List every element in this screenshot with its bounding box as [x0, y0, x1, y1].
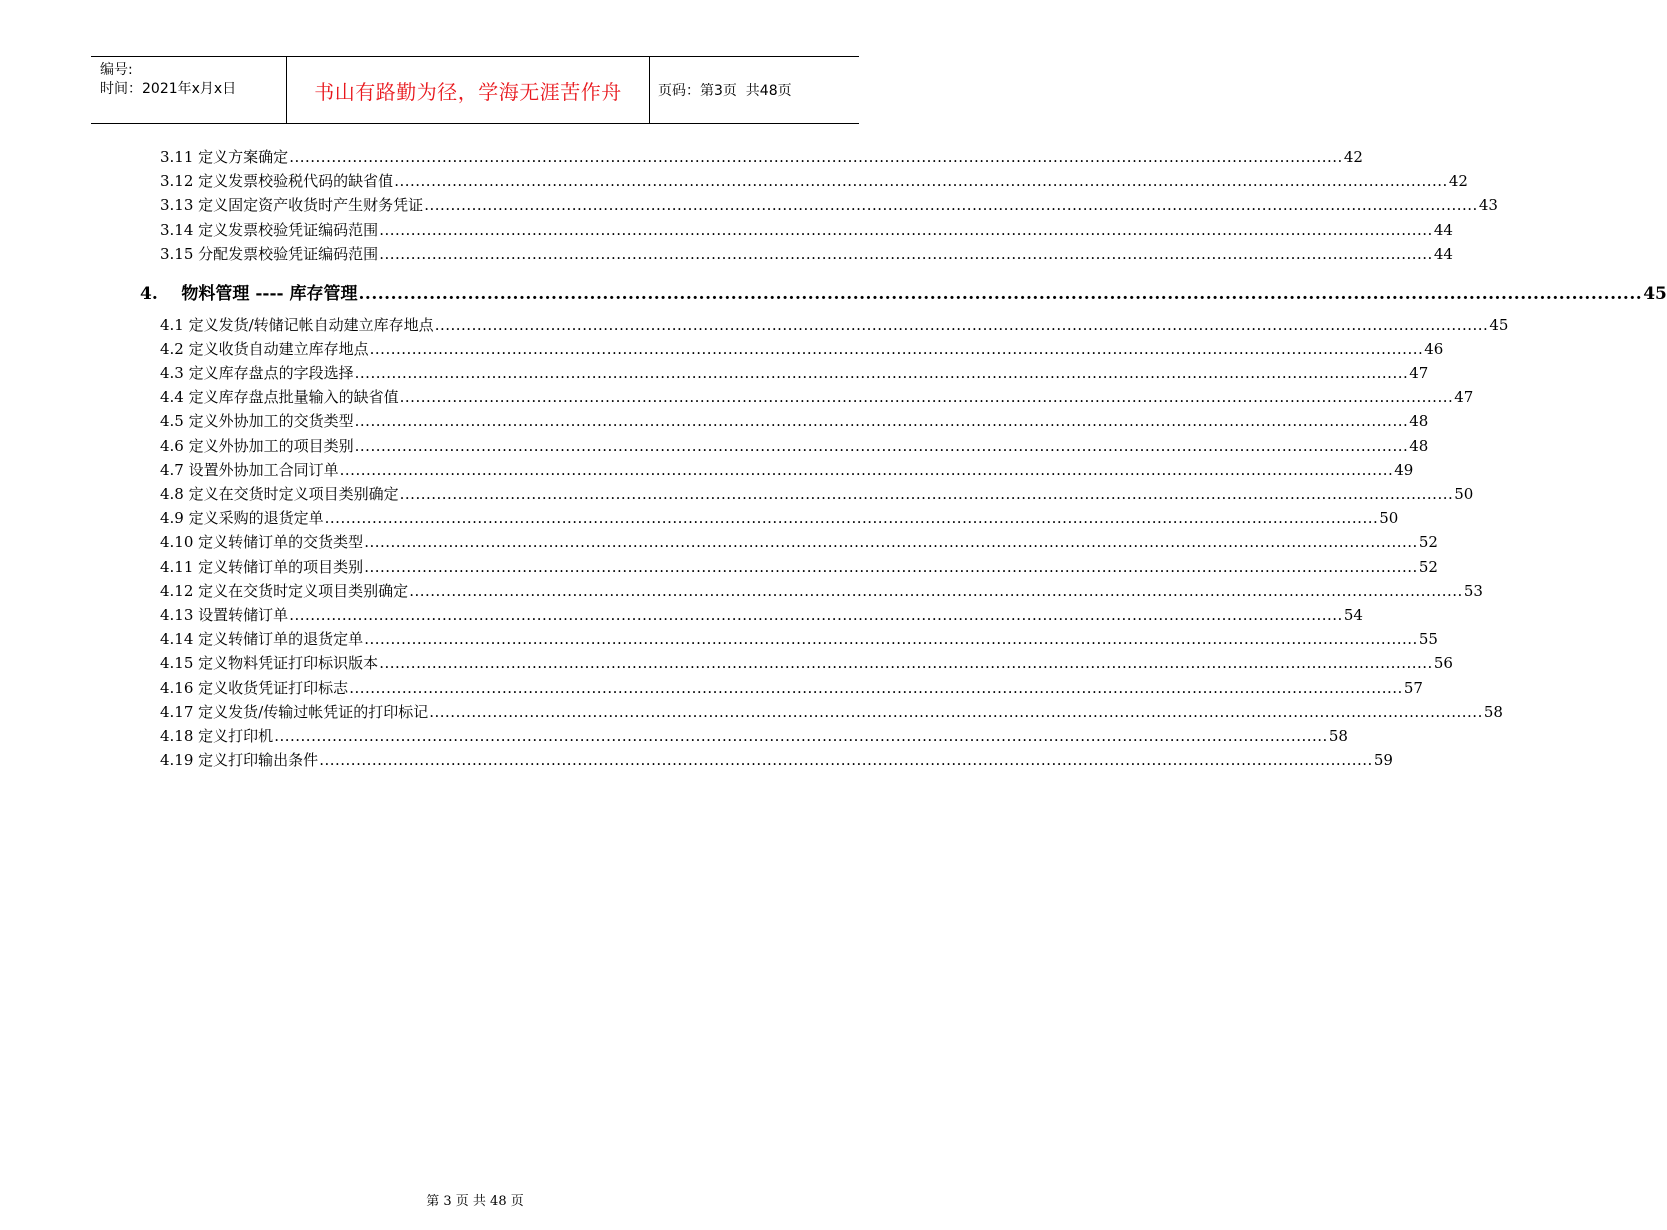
- toc-entry-title: 定义打印输出条件: [198, 751, 319, 769]
- toc-entry-title: 定义收货自动建立库存地点: [188, 340, 369, 358]
- toc-entry-title: 定义转储订单的交货类型: [198, 533, 364, 551]
- toc-leader-dots: ........................................................................................................................................................................................................: [339, 461, 1394, 479]
- toc-entry-page: 48: [1409, 437, 1429, 455]
- page-footer: 第 3 页 共 48 页: [426, 1194, 524, 1209]
- toc-entry-page: 45: [1489, 316, 1509, 334]
- header-meta: [100, 61, 286, 99]
- toc-leader-dots: ........................................................................................................................................................................................................: [354, 364, 1409, 382]
- toc-entry-title: 定义物料凭证打印标识版本: [198, 654, 379, 672]
- toc-entry[interactable]: [160, 725, 1348, 746]
- toc-leader-dots: ........................................................................................................................................................................................................: [399, 485, 1454, 503]
- toc-leader-dots: ........................................................................................................................................................................................................: [379, 654, 1433, 672]
- toc-entry[interactable]: [160, 219, 1453, 240]
- toc-entry-number: 4.4: [160, 388, 189, 406]
- toc-leader-dots: ........................................................................................................................................................................................................: [429, 703, 1483, 721]
- toc-leader-dots: ........................................................................................................................................................................................................: [358, 284, 1643, 304]
- toc-entry-number: 4.14: [160, 630, 199, 648]
- toc-leader-dots: ........................................................................................................................................................................................................: [364, 630, 1418, 648]
- toc-entry-title: 设置外协加工合同订单: [188, 461, 339, 479]
- toc-entry-page: 54: [1343, 606, 1363, 624]
- toc-entry[interactable]: [160, 652, 1453, 673]
- toc-entry-number: 3.11: [160, 148, 199, 166]
- toc-chapter-entry[interactable]: [140, 279, 1667, 304]
- toc-entry[interactable]: [160, 410, 1429, 431]
- toc-entry-page: 46: [1424, 340, 1444, 358]
- toc-entry-page: 42: [1448, 172, 1468, 190]
- toc-leader-dots: ........................................................................................................................................................................................................: [364, 558, 1418, 576]
- toc-leader-dots: ........................................................................................................................................................................................................: [289, 606, 1343, 624]
- header-motto: 书山有路勤为径，学海无涯苦作舟: [314, 79, 622, 104]
- toc-entry-page: 45: [1643, 284, 1667, 304]
- toc-entry-title: 物料管理 ---- 库存管理: [181, 284, 358, 304]
- toc-entry-page: 44: [1433, 221, 1453, 239]
- toc-entry-page: 52: [1418, 533, 1438, 551]
- toc-entry-number: 4.7: [160, 461, 189, 479]
- toc-entry-page: 58: [1483, 703, 1503, 721]
- toc-entry-title: 定义打印机: [198, 727, 274, 745]
- toc-entry[interactable]: [160, 386, 1474, 407]
- toc-entry-page: 53: [1463, 582, 1483, 600]
- toc-entry-number: 4.5: [160, 412, 189, 430]
- toc-leader-dots: ........................................................................................................................................................................................................: [354, 412, 1409, 430]
- toc-leader-dots: ........................................................................................................................................................................................................: [369, 340, 1424, 358]
- header-page-label: 页码：第3页 共48页: [658, 83, 792, 99]
- toc-entry-page: 42: [1343, 148, 1363, 166]
- serial-label: 编号:: [100, 62, 133, 78]
- toc-leader-dots: ........................................................................................................................................................................................................: [394, 172, 1448, 190]
- toc-entry-title: 分配发票校验凭证编码范围: [198, 245, 379, 263]
- toc-leader-dots: ........................................................................................................................................................................................................: [424, 196, 1478, 214]
- toc-entry-page: 47: [1454, 388, 1474, 406]
- toc-entry[interactable]: [160, 531, 1438, 552]
- toc-entry[interactable]: [160, 338, 1444, 359]
- toc-entry[interactable]: [160, 749, 1393, 770]
- toc-entry-page: 48: [1409, 412, 1429, 430]
- toc-leader-dots: ........................................................................................................................................................................................................: [379, 221, 1433, 239]
- toc-entry-title: 定义转储订单的项目类别: [198, 558, 364, 576]
- toc-leader-dots: ........................................................................................................................................................................................................: [274, 727, 1328, 745]
- toc-entry[interactable]: [160, 194, 1498, 215]
- toc-entry-title: 设置转储订单: [198, 606, 289, 624]
- toc-entry-page: 55: [1418, 630, 1438, 648]
- toc-entry-title: 定义发票校验税代码的缺省值: [198, 172, 394, 190]
- toc-entry-page: 59: [1373, 751, 1393, 769]
- toc-entry[interactable]: [160, 146, 1363, 167]
- toc-entry[interactable]: [160, 556, 1438, 577]
- toc-entry-title: 定义外协加工的交货类型: [188, 412, 354, 430]
- toc-entry-title: 定义方案确定: [198, 148, 289, 166]
- toc-entry-number: 4.2: [160, 340, 189, 358]
- toc-entry-title: 定义转储订单的退货定单: [198, 630, 364, 648]
- toc-entry-title: 定义收货凭证打印标志: [198, 679, 349, 697]
- toc-entry-number: 4.11: [160, 558, 199, 576]
- toc-entry-title: 定义在交货时定义项目类别确定: [198, 582, 409, 600]
- toc-entry-page: 50: [1454, 485, 1474, 503]
- toc-entry[interactable]: [160, 677, 1423, 698]
- toc-entry-page: 52: [1418, 558, 1438, 576]
- toc-entry[interactable]: [160, 483, 1474, 504]
- toc-entry-number: 3.14: [160, 221, 199, 239]
- toc-entry-number: 3.13: [160, 196, 199, 214]
- toc-entry[interactable]: [160, 459, 1414, 480]
- toc-entry-number: 4.1: [160, 316, 189, 334]
- toc-entry[interactable]: [160, 243, 1453, 264]
- toc-entry-number: 4.15: [160, 654, 199, 672]
- toc-entry-number: 4.3: [160, 364, 189, 382]
- toc-leader-dots: ........................................................................................................................................................................................................: [364, 533, 1418, 551]
- toc-leader-dots: ........................................................................................................................................................................................................: [409, 582, 1463, 600]
- toc-entry-number: 4.: [140, 284, 182, 304]
- toc-entry-title: 定义外协加工的项目类别: [188, 437, 354, 455]
- toc-entry-number: 4.16: [160, 679, 199, 697]
- toc-entry-number: 3.15: [160, 245, 199, 263]
- toc-entry-number: 4.6: [160, 437, 189, 455]
- toc-leader-dots: ........................................................................................................................................................................................................: [324, 509, 1379, 527]
- toc-entry-title: 定义在交货时定义项目类别确定: [188, 485, 399, 503]
- header-divider: [649, 57, 650, 123]
- toc-leader-dots: ........................................................................................................................................................................................................: [349, 679, 1403, 697]
- toc-entry[interactable]: [160, 580, 1483, 601]
- toc-entry-page: 43: [1478, 196, 1498, 214]
- toc-entry[interactable]: [160, 507, 1399, 528]
- toc-entry-title: 定义固定资产收货时产生财务凭证: [198, 196, 424, 214]
- toc-entry[interactable]: [160, 170, 1468, 191]
- toc-entry-number: 4.18: [160, 727, 199, 745]
- toc-leader-dots: ........................................................................................................................................................................................................: [289, 148, 1343, 166]
- toc-entry-title: 定义发货/传输过帐凭证的打印标记: [198, 703, 429, 721]
- toc-entry-title: 定义发货/转储记帐自动建立库存地点: [188, 316, 434, 334]
- toc-entry-title: 定义发票校验凭证编码范围: [198, 221, 379, 239]
- toc-entry-page: 57: [1403, 679, 1423, 697]
- toc-entry-number: 3.12: [160, 172, 199, 190]
- toc-entry-number: 4.13: [160, 606, 199, 624]
- toc-entry[interactable]: [160, 362, 1429, 383]
- toc-entry-page: 50: [1379, 509, 1399, 527]
- toc-entry-page: 47: [1409, 364, 1429, 382]
- toc-entry[interactable]: [160, 314, 1509, 335]
- toc-entry[interactable]: [160, 628, 1438, 649]
- toc-entry-title: 定义库存盘点批量输入的缺省值: [188, 388, 399, 406]
- time-label: 时间：2021年x月x日: [100, 81, 237, 97]
- toc-leader-dots: ........................................................................................................................................................................................................: [319, 751, 1373, 769]
- toc-entry-number: 4.12: [160, 582, 199, 600]
- toc-leader-dots: ........................................................................................................................................................................................................: [434, 316, 1489, 334]
- toc-entry-title: 定义库存盘点的字段选择: [188, 364, 354, 382]
- toc-entry[interactable]: [160, 604, 1363, 625]
- toc-leader-dots: ........................................................................................................................................................................................................: [354, 437, 1409, 455]
- toc-entry[interactable]: [160, 435, 1429, 456]
- toc-entry-number: 4.10: [160, 533, 199, 551]
- toc-entry-number: 4.9: [160, 509, 189, 527]
- toc-entry-number: 4.17: [160, 703, 199, 721]
- toc-entry-number: 4.19: [160, 751, 199, 769]
- toc-leader-dots: ........................................................................................................................................................................................................: [399, 388, 1454, 406]
- page-header: [91, 56, 859, 124]
- toc-entry-title: 定义采购的退货定单: [188, 509, 324, 527]
- toc-entry-page: 56: [1433, 654, 1453, 672]
- toc-entry-page: 44: [1433, 245, 1453, 263]
- toc-entry[interactable]: [160, 701, 1503, 722]
- toc-entry-number: 4.8: [160, 485, 189, 503]
- toc-entry-page: 58: [1328, 727, 1348, 745]
- toc-entry-page: 49: [1394, 461, 1414, 479]
- toc-leader-dots: ........................................................................................................................................................................................................: [379, 245, 1433, 263]
